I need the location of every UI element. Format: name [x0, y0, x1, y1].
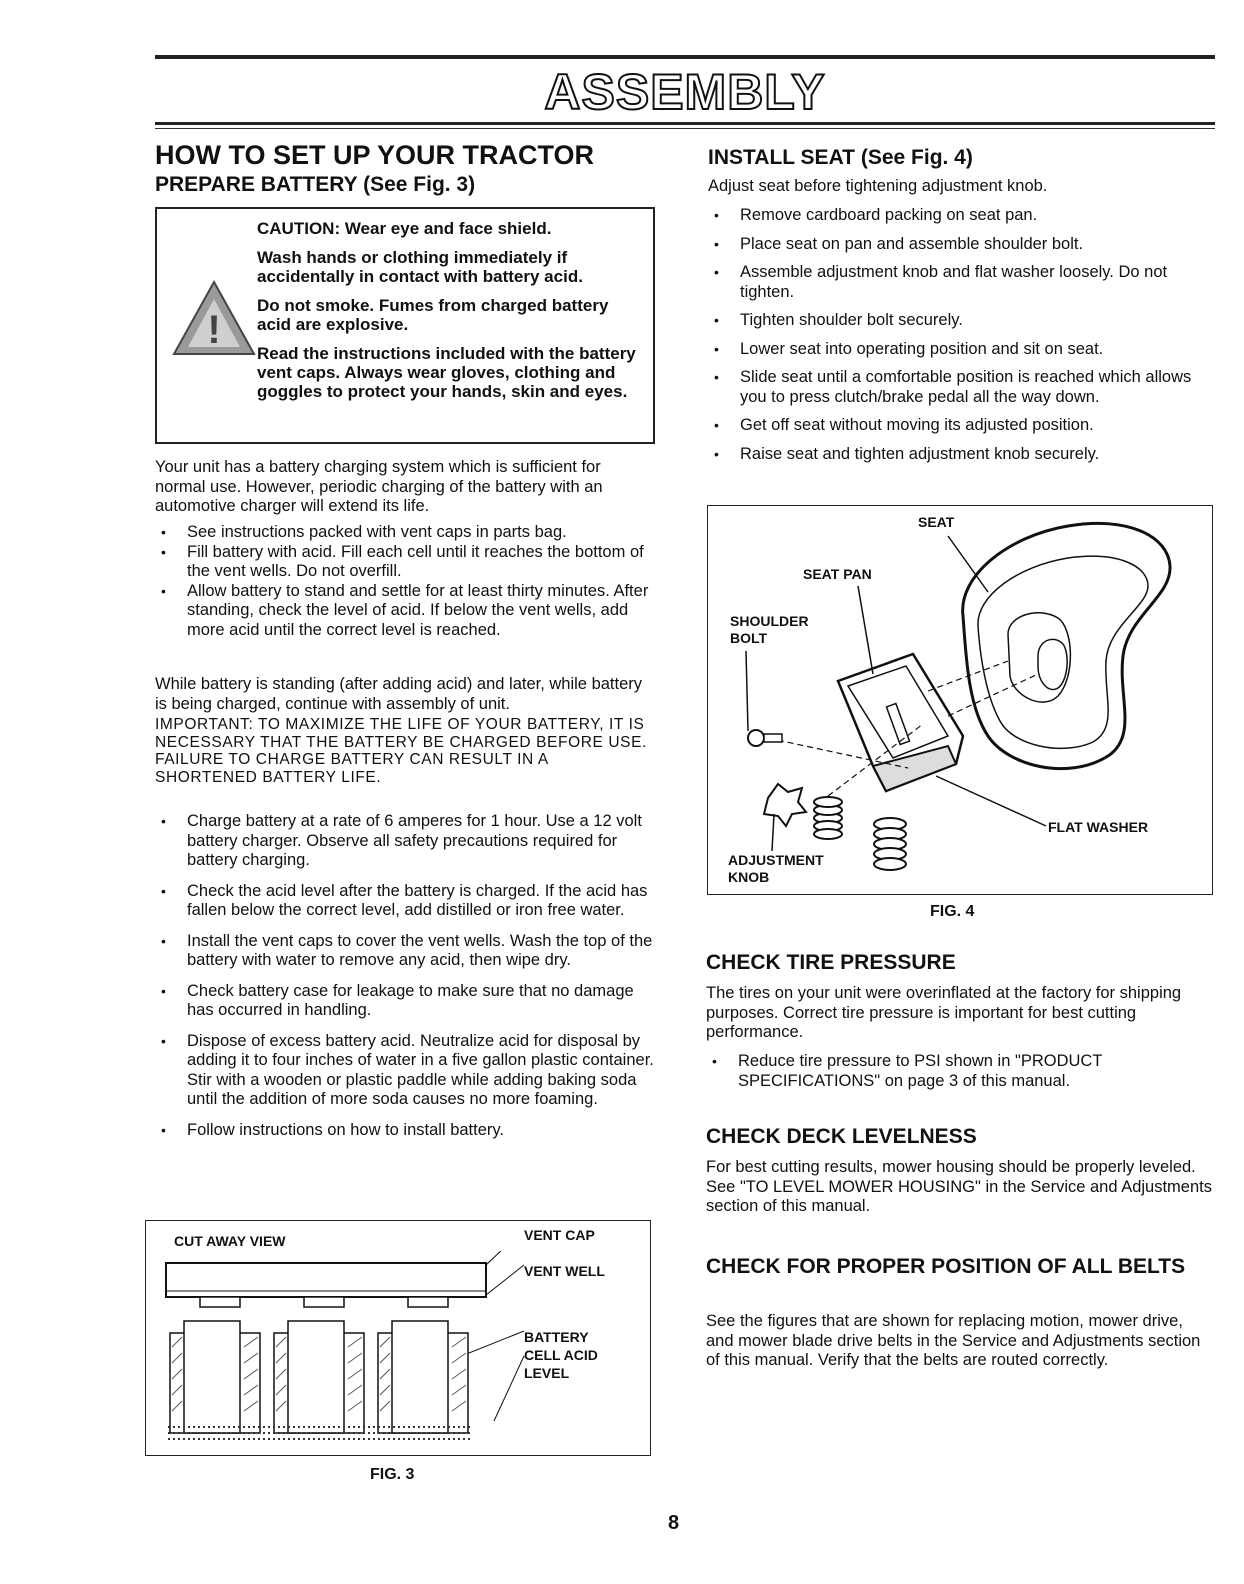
- header-bottom-rule: [155, 122, 1215, 125]
- list-item: • Follow instructions on how to install battery.: [155, 1121, 655, 1141]
- fig3-label-vent-well: VENT WELL: [524, 1263, 605, 1279]
- page-number: 8: [668, 1512, 680, 1534]
- figure-4-seat: [707, 505, 1213, 895]
- list-item: • Check the acid level after the battery is charged. If the acid has fallen below the correct level, add distilled or iron free water.: [155, 882, 655, 921]
- figure-3-battery: [145, 1220, 651, 1456]
- caution-line-2: Wash hands or clothing immediately if accidentally in contact with battery acid.: [257, 248, 583, 286]
- caution-box: [155, 207, 655, 444]
- seat-intro: Adjust seat before tightening adjustment knob.: [708, 177, 1048, 195]
- fig4-label-bolt: BOLT: [730, 630, 768, 646]
- subheading-prepare-battery: PREPARE BATTERY (See Fig. 3): [155, 173, 476, 196]
- battery-standing-text: While battery is standing (after adding acid) and later, while battery is being charged, continue with assembly of unit.: [155, 675, 643, 713]
- list-item: • See instructions packed with vent caps in parts bag.: [155, 523, 655, 543]
- seat-assembly-drawing: [708, 506, 1212, 894]
- caution-line-3: Do not smoke. Fumes from charged battery acid are explosive.: [257, 296, 609, 334]
- battery-cutaway-drawing: [164, 1251, 544, 1451]
- fig4-label-shoulder: SHOULDER: [730, 613, 809, 629]
- figure-3-caption: FIG. 3: [370, 1466, 415, 1483]
- battery-intro: Your unit has a battery charging system which is sufficient for normal use. However, periodic charging of the battery with an automotive charger will extend its life.: [155, 458, 603, 515]
- battery-bullets-2: [155, 812, 655, 1140]
- fig3-label-vent-cap: VENT CAP: [524, 1227, 595, 1243]
- list-item: • Reduce tire pressure to PSI shown in "PRODUCT SPECIFICATIONS" on page 3 of this manual.: [706, 1052, 1212, 1091]
- list-item: • Dispose of excess battery acid. Neutralize acid for disposal by adding it to four inches of water in a five gallon plastic container. Stir with a wooden or plastic paddle while adding baking soda until the addition of more soda causes no more foaming.: [155, 1032, 655, 1110]
- fig3-label-level: LEVEL: [524, 1365, 570, 1381]
- list-item: • Allow battery to stand and settle for at least thirty minutes. After standing, check the level of acid. If below the vent wells, add more acid until the correct level is reached.: [155, 582, 655, 641]
- list-item: • Charge battery at a rate of 6 amperes for 1 hour. Use a 12 volt battery charger. Observe all safety precautions required for battery charging.: [155, 812, 655, 871]
- caution-line-1: CAUTION: Wear eye and face shield.: [257, 219, 552, 238]
- caution-line-4: Read the instructions included with the battery vent caps. Always wear gloves, clothing and goggles to protect your hands, skin and eyes.: [257, 344, 636, 401]
- fig3-label-battery: BATTERY: [524, 1329, 589, 1345]
- heading-install-seat: INSTALL SEAT (See Fig. 4): [708, 146, 973, 169]
- tire-bullet: [706, 1052, 1212, 1091]
- seat-bullets: [708, 206, 1214, 464]
- fig4-label-flat-washer: FLAT WASHER: [1048, 819, 1149, 835]
- list-item: • Lower seat into operating position and sit on seat.: [708, 340, 1214, 360]
- tire-text: The tires on your unit were overinflated at the factory for shipping purposes. Correct tire pressure is important for best cutting performance.: [706, 984, 1182, 1041]
- list-item: • Raise seat and tighten adjustment knob securely.: [708, 445, 1214, 465]
- fig4-label-seat-pan: SEAT PAN: [803, 566, 872, 582]
- section-heading-setup: HOW TO SET UP YOUR TRACTOR: [155, 140, 595, 170]
- list-item: • Get off seat without moving its adjusted position.: [708, 416, 1214, 436]
- header-top-rule: [155, 55, 1215, 59]
- figure-4-caption: FIG. 4: [930, 903, 975, 920]
- page-title: ASSEMBLY: [544, 64, 826, 120]
- fig4-label-adjustment: ADJUSTMENT: [728, 852, 824, 868]
- fig4-label-knob: KNOB: [728, 869, 770, 885]
- belts-text: See the figures that are shown for replacing motion, mower drive, and mower blade drive belts in the Service and Adjustments section of this manual. Verify that the belts are routed correctly.: [706, 1312, 1201, 1369]
- heading-check-belts: CHECK FOR PROPER POSITION OF ALL BELTS: [706, 1255, 1186, 1278]
- fig3-label-cell-acid: CELL ACID: [524, 1347, 598, 1363]
- heading-check-tire-pressure: CHECK TIRE PRESSURE: [706, 951, 956, 974]
- list-item: • Remove cardboard packing on seat pan.: [708, 206, 1214, 226]
- list-item: • Install the vent caps to cover the vent wells. Wash the top of the battery with water to remove any acid, then wipe dry.: [155, 932, 655, 971]
- list-item: • Place seat on pan and assemble shoulder bolt.: [708, 235, 1214, 255]
- header-bottom-rule-thin: [155, 128, 1215, 129]
- list-item: • Fill battery with acid. Fill each cell until it reaches the bottom of the vent wells. Do not overfill.: [155, 543, 655, 582]
- list-item: • Check battery case for leakage to make sure that no damage has occurred in handling.: [155, 982, 655, 1021]
- battery-bullets-1: [155, 523, 655, 640]
- fig4-label-seat: SEAT: [918, 514, 955, 530]
- list-item: • Slide seat until a comfortable position is reached which allows you to press clutch/brake pedal all the way down.: [708, 368, 1214, 407]
- list-item: • Assemble adjustment knob and flat washer loosely. Do not tighten.: [708, 263, 1214, 302]
- warning-triangle-icon: [171, 279, 257, 357]
- important-notice: IMPORTANT: TO MAXIMIZE THE LIFE OF YOUR BATTERY, IT IS NECESSARY THAT THE BATTERY BE CHARGED BEFORE USE. FAILURE TO CHARGE BATTERY CAN RESULT IN A SHORTENED BATTERY LIFE.: [155, 716, 647, 786]
- svg-text:!: !: [207, 308, 221, 352]
- fig3-label-cutaway: CUT AWAY VIEW: [174, 1233, 286, 1249]
- heading-check-deck-levelness: CHECK DECK LEVELNESS: [706, 1125, 977, 1148]
- list-item: • Tighten shoulder bolt securely.: [708, 311, 1214, 331]
- deck-text: For best cutting results, mower housing should be properly leveled. See "TO LEVEL MOWER HOUSING" in the Service and Adjustments section of this manual.: [706, 1158, 1212, 1215]
